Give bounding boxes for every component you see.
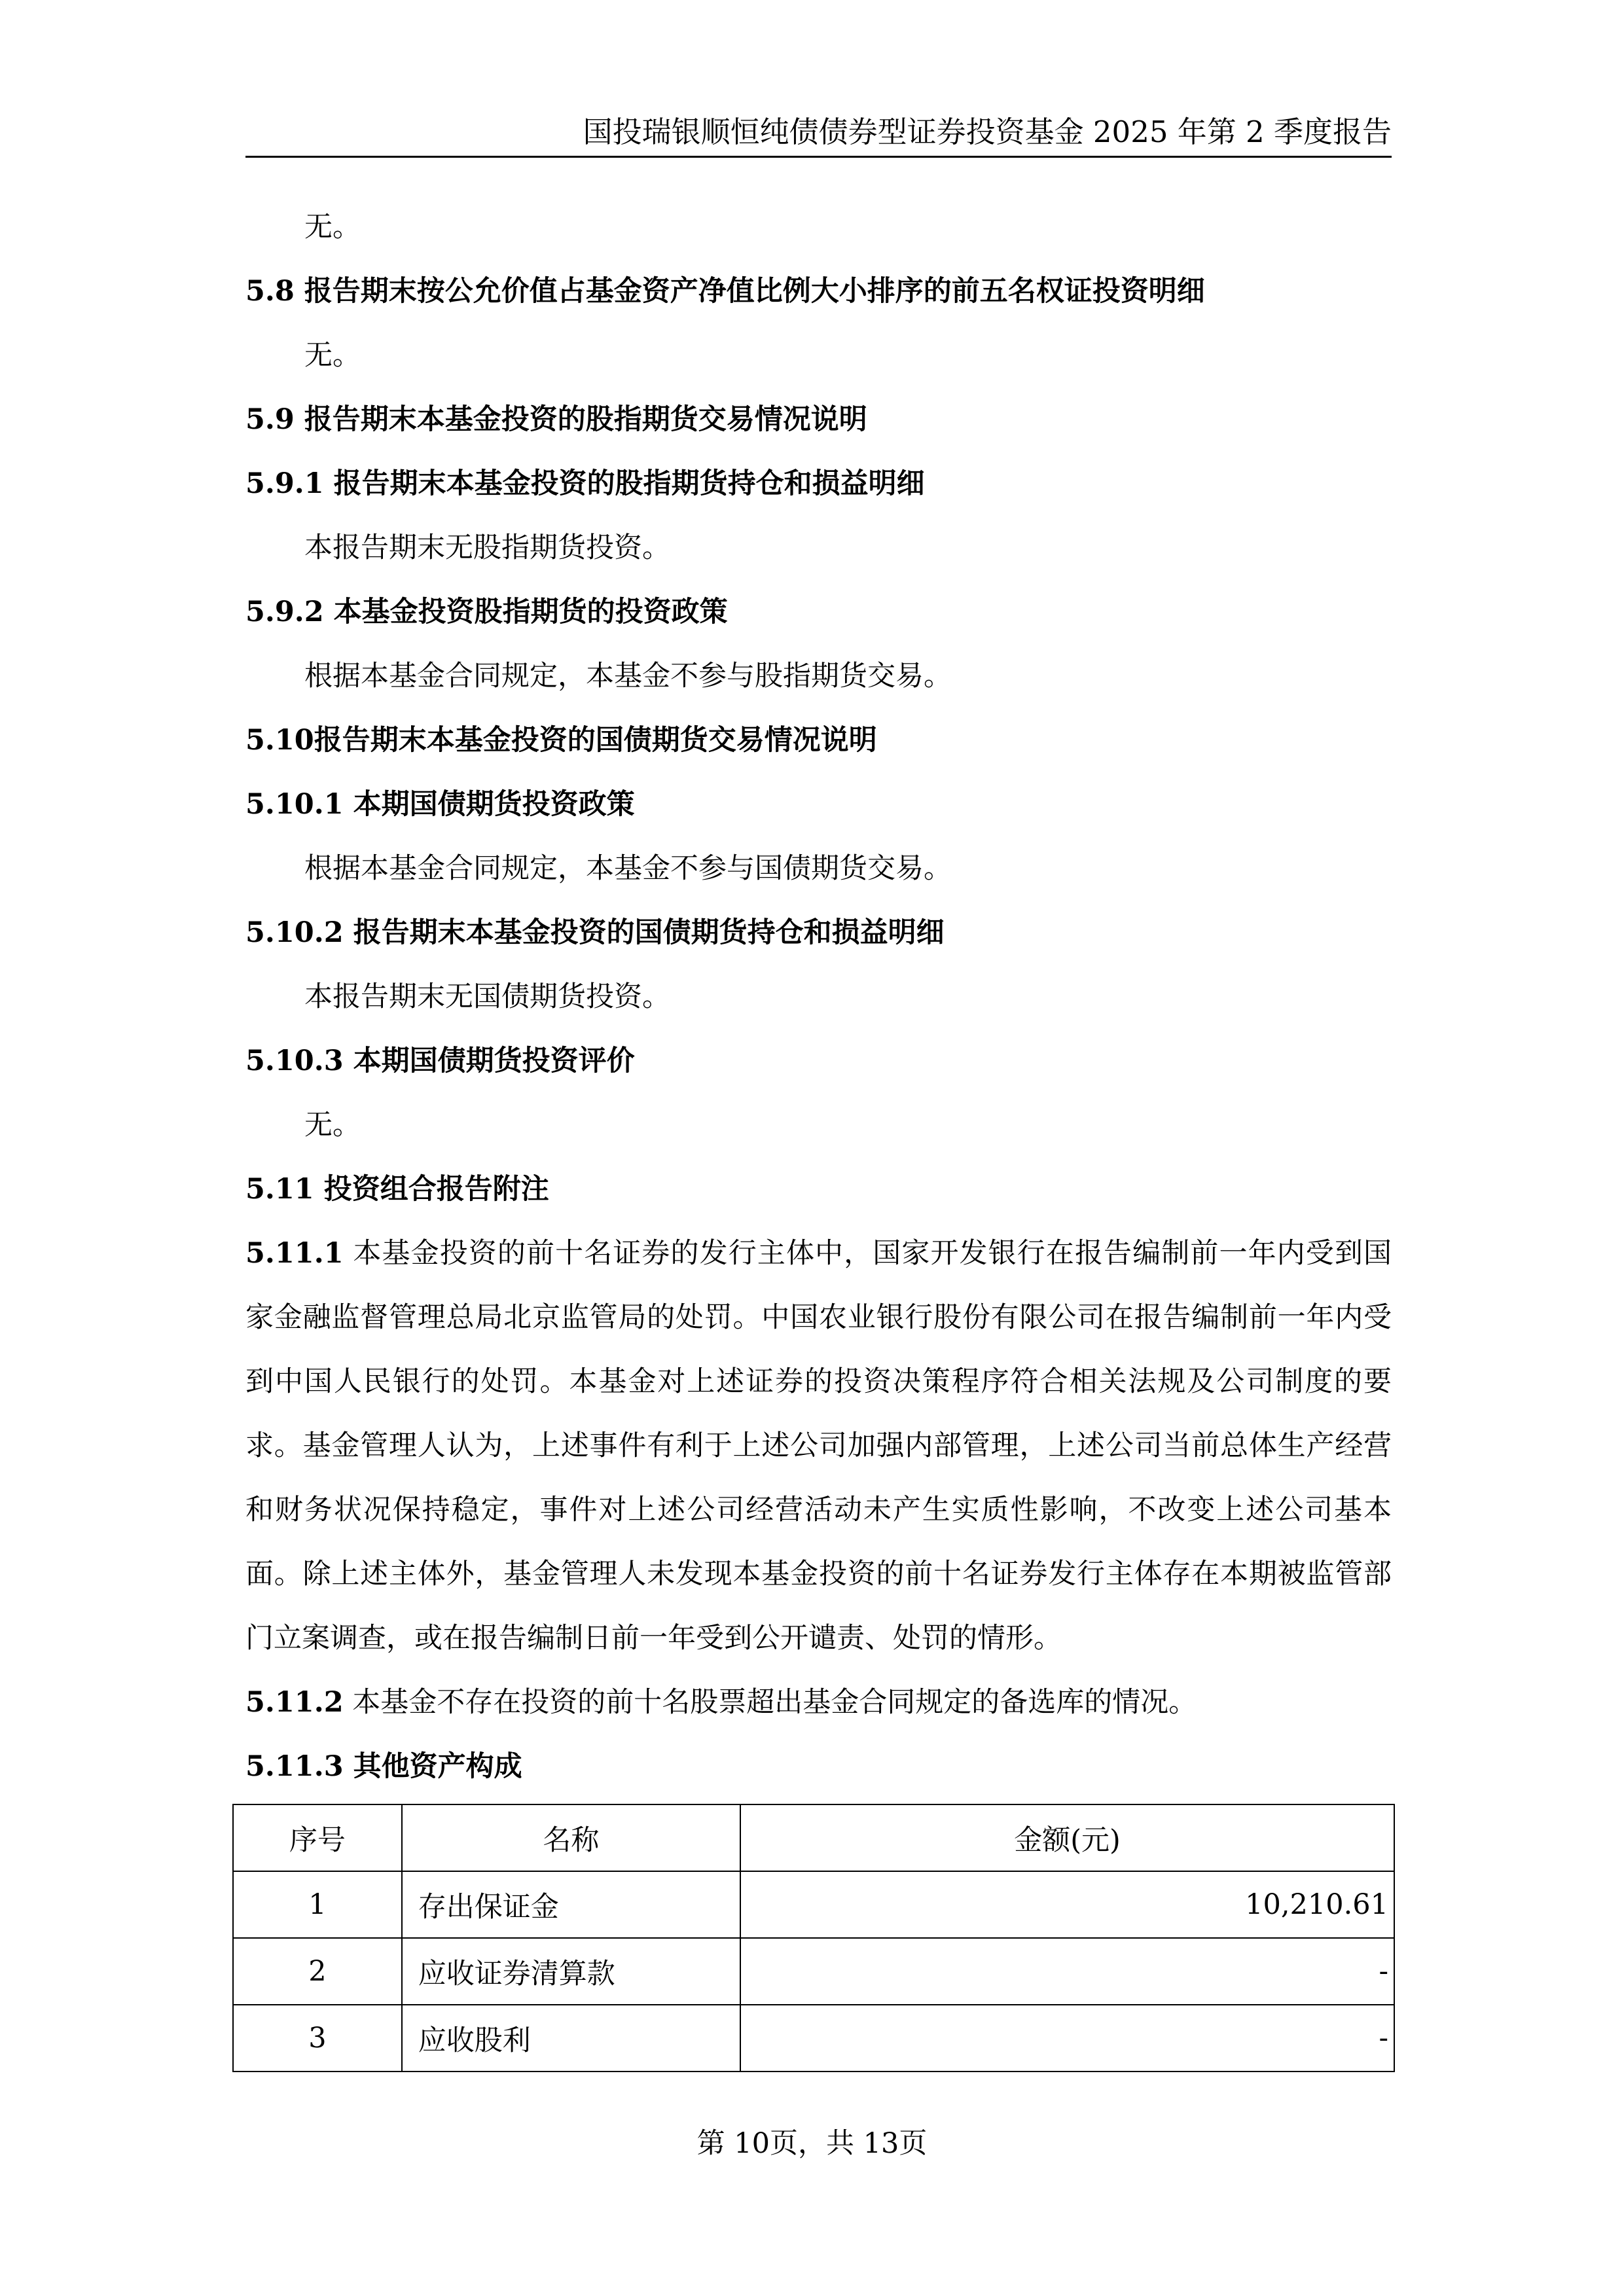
heading-5-10-3: 5.10.3 本期国债期货投资评价 (245, 1045, 635, 1077)
table-row (233, 2005, 1394, 2072)
cell-index: 3 (233, 2005, 402, 2072)
table-row (233, 1871, 1394, 1938)
page-header (245, 110, 1392, 158)
header-cell-amount: 金额(元) (740, 1804, 1394, 1871)
heading-5-8: 5.8 报告期末按公允价值占基金资产净值比例大小排序的前五名权证投资明细 (245, 275, 1205, 308)
cell-name: 存出保证金 (402, 1871, 740, 1938)
heading-5-11-3: 5.11.3 其他资产构成 (245, 1750, 522, 1783)
table-row (233, 1938, 1394, 2005)
paragraph-5-11-1 (245, 1221, 1392, 1670)
paragraph-none: 无。 (304, 1109, 361, 1141)
heading-5-11: 5.11 投资组合报告附注 (245, 1173, 549, 1206)
cell-amount: - (740, 2005, 1394, 2072)
cell-name: 应收证券清算款 (402, 1938, 740, 2005)
paragraph-text: 本基金投资的前十名证券的发行主体中，国家开发银行在报告编制前一年内受到国家金融监督管理总局北京监管局的处罚。中国农业银行股份有限公司在报告编制前一年内受到中国人民银行的处罚。本基金对上述证券的投资决策程序符合相关法规及公司制度的要求。基金管理人认为，上述事件有利于上述公司加强内部管理，上述公司当前总体生产经营和财务状况保持稳定，事件对上述公司经营活动未产生实质性影响，不改变上述公司基本面。除上述主体外，基金管理人未发现本基金投资的前十名证券发行主体存在本期被监管部门立案调查，或在报告编制日前一年受到公开谴责、处罚的情形。 (245, 1237, 1392, 1655)
paragraph-5-9-1: 本报告期末无股指期货投资。 (304, 531, 670, 564)
section-number: 5.11.2 (245, 1686, 344, 1719)
paragraph-text: 本基金不存在投资的前十名股票超出基金合同规定的备选库的情况。 (343, 1686, 1197, 1719)
heading-5-10: 5.10报告期末本基金投资的国债期货交易情况说明 (245, 724, 877, 757)
cell-index: 1 (233, 1871, 402, 1938)
heading-5-10-2: 5.10.2 报告期末本基金投资的国债期货持仓和损益明细 (245, 916, 945, 949)
header-cell-name: 名称 (402, 1804, 740, 1871)
cell-amount: - (740, 1938, 1394, 2005)
page-content (245, 195, 1392, 2072)
paragraph-5-9-2: 根据本基金合同规定，本基金不参与股指期货交易。 (304, 660, 952, 692)
page-number: 第 10页，共 13页 (696, 2127, 928, 2160)
header-cell-index: 序号 (233, 1804, 402, 1871)
cell-amount: 10,210.61 (740, 1871, 1394, 1938)
cell-index: 2 (233, 1938, 402, 2005)
paragraph-none: 无。 (304, 211, 361, 243)
section-number: 5.11.1 (245, 1237, 344, 1270)
heading-5-9-1: 5.9.1 报告期末本基金投资的股指期货持仓和损益明细 (245, 467, 925, 500)
paragraph-5-10-2: 本报告期末无国债期货投资。 (304, 980, 670, 1013)
paragraph-5-11-2 (245, 1670, 1392, 1734)
paragraph-none: 无。 (304, 339, 361, 372)
other-assets-table (232, 1804, 1395, 2072)
paragraph-5-10-1: 根据本基金合同规定，本基金不参与国债期货交易。 (304, 852, 952, 885)
table-header-row (233, 1804, 1394, 1871)
heading-5-9-2: 5.9.2 本基金投资股指期货的投资政策 (245, 596, 728, 628)
heading-5-10-1: 5.10.1 本期国债期货投资政策 (245, 788, 635, 821)
report-title: 国投瑞银顺恒纯债债券型证券投资基金 2025 年第 2 季度报告 (583, 115, 1392, 149)
heading-5-9: 5.9 报告期末本基金投资的股指期货交易情况说明 (245, 403, 867, 436)
cell-name: 应收股利 (402, 2005, 740, 2072)
